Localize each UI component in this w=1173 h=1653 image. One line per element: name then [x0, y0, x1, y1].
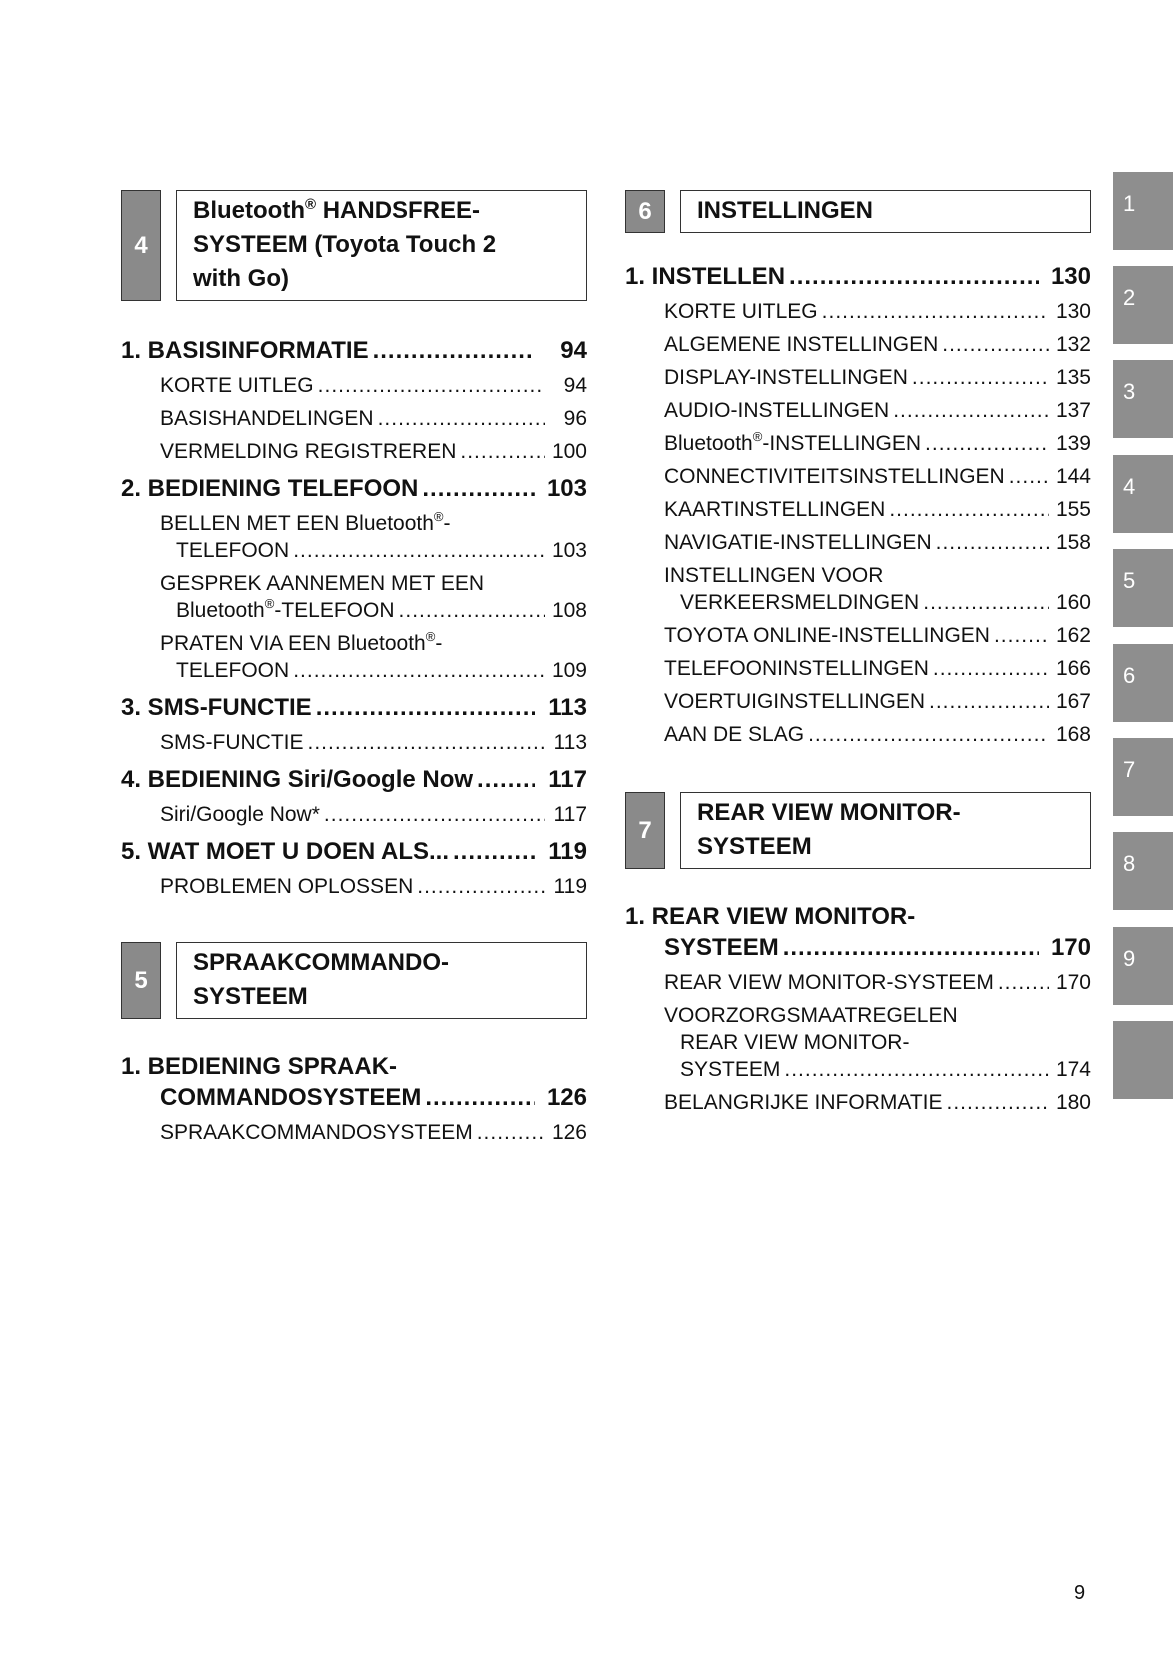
- toc-entry-line: VOORZORGSMAATREGELEN: [664, 1004, 958, 1027]
- chapter-tab-blank[interactable]: [1113, 1021, 1173, 1099]
- toc-entry[interactable]: KORTE UITLEG ..... 130: [664, 298, 1091, 325]
- toc-section-heading[interactable]: 4. BEDIENING Siri/Google Now ..... 117: [121, 764, 587, 795]
- toc-entry[interactable]: BASISHANDELINGEN ..... 96: [160, 405, 587, 432]
- chapter-title: INSTELLINGEN: [680, 190, 1091, 233]
- toc-entry[interactable]: KAARTINSTELLINGEN ..... 155: [664, 496, 1091, 523]
- toc-entry[interactable]: Bluetooth®-INSTELLINGEN ..... 139: [664, 430, 1091, 457]
- toc-entry[interactable]: VERMELDING REGISTREREN ..... 100: [160, 438, 587, 465]
- toc-section-heading[interactable]: 1. BASISINFORMATIE ..... 94: [121, 335, 587, 366]
- chapter-6-header: [625, 190, 1091, 233]
- toc-section-heading[interactable]: 3. SMS-FUNCTIE ..... 113: [121, 692, 587, 723]
- toc-entry[interactable]: NAVIGATIE-INSTELLINGEN ..... 158: [664, 529, 1091, 556]
- right-column: [625, 190, 1091, 1124]
- toc-entry[interactable]: INSTELLINGEN VOOR VERKEERSMELDINGEN ..... 160: [664, 562, 1091, 616]
- chapter-tab-2[interactable]: 2: [1113, 266, 1173, 344]
- toc-section-heading[interactable]: 1. REAR VIEW MONITOR- SYSTEEM ..... 170: [625, 901, 1091, 963]
- toc-entry[interactable]: PROBLEMEN OPLOSSEN ..... 119: [160, 873, 587, 900]
- toc-entry[interactable]: VOERTUIGINSTELLINGEN ..... 167: [664, 688, 1091, 715]
- toc-entry[interactable]: PRATEN VIA EEN Bluetooth®- TELEFOON ..... 109: [160, 630, 587, 684]
- chapter-title: SPRAAKCOMMANDO- SYSTEEM: [176, 942, 587, 1019]
- chapter-tab-6[interactable]: 6: [1113, 644, 1173, 722]
- toc-section: [121, 1051, 587, 1146]
- toc-entry-line: BELLEN MET EEN Bluetooth®-: [160, 509, 451, 535]
- toc-section-heading[interactable]: 1. INSTELLEN ..... 130: [625, 261, 1091, 292]
- toc-entry[interactable]: AAN DE SLAG ..... 168: [664, 721, 1091, 748]
- toc-section-heading[interactable]: 1. BEDIENING SPRAAK- COMMANDOSYSTEEM ..... 126: [121, 1051, 587, 1113]
- toc-section: [625, 901, 1091, 1116]
- title-hyphen-tail: HANDSFREE-: [316, 197, 481, 224]
- chapter-tab-8[interactable]: 8: [1113, 832, 1173, 910]
- toc-entry[interactable]: Siri/Google Now* ..... 117: [160, 801, 587, 828]
- registered-mark: ®: [304, 196, 317, 213]
- toc-entry[interactable]: TELEFOONINSTELLINGEN ..... 166: [664, 655, 1091, 682]
- toc-entry[interactable]: SMS-FUNCTIE ..... 113: [160, 729, 587, 756]
- toc-entry[interactable]: AUDIO-INSTELLINGEN ..... 137: [664, 397, 1091, 424]
- toc-entry[interactable]: TOYOTA ONLINE-INSTELLINGEN ..... 162: [664, 622, 1091, 649]
- chapter-tab-5[interactable]: 5: [1113, 549, 1173, 627]
- chapter-5-header: [121, 942, 587, 1019]
- chapter-tab-7[interactable]: 7: [1113, 738, 1173, 816]
- toc-section-heading[interactable]: 5. WAT MOET U DOEN ALS... ..... 119: [121, 836, 587, 867]
- chapter-tab-3[interactable]: 3: [1113, 360, 1173, 438]
- toc-entry[interactable]: BELLEN MET EEN Bluetooth®- TELEFOON ..... 103: [160, 510, 587, 564]
- toc-entry-line: PRATEN VIA EEN Bluetooth®-: [160, 629, 443, 655]
- toc-entry[interactable]: SPRAAKCOMMANDOSYSTEEM ..... 126: [160, 1119, 587, 1146]
- toc-section: [121, 335, 587, 465]
- chapter-tab-9[interactable]: 9: [1113, 927, 1173, 1005]
- toc-entry-line: REAR VIEW MONITOR-: [680, 1031, 910, 1054]
- left-column: [121, 190, 587, 1154]
- toc-entry[interactable]: REAR VIEW MONITOR-SYSTEEM ..... 170: [664, 969, 1091, 996]
- toc-section: [121, 692, 587, 756]
- toc-section: [625, 261, 1091, 748]
- chapter-title: Bluetooth® HANDSFREE- SYSTEEM (Toyota Touch 2 with Go): [176, 190, 587, 301]
- chapter-number-badge: 7: [625, 792, 665, 869]
- toc-entry[interactable]: GESPREK AANNEMEN MET EEN Bluetooth®-TELEFOON ..... 108: [160, 570, 587, 624]
- chapter-4-header: [121, 190, 587, 301]
- chapter-number-badge: 5: [121, 942, 161, 1019]
- toc-section: [121, 836, 587, 900]
- toc-entry[interactable]: BELANGRIJKE INFORMATIE ..... 180: [664, 1089, 1091, 1116]
- chapter-number-badge: 6: [625, 190, 665, 233]
- toc-section: [121, 473, 587, 684]
- chapter-number-badge: 4: [121, 190, 161, 301]
- toc-section: [121, 764, 587, 828]
- toc-entry[interactable]: DISPLAY-INSTELLINGEN ..... 135: [664, 364, 1091, 391]
- toc-entry[interactable]: KORTE UITLEG ..... 94: [160, 372, 587, 399]
- page-number: 9: [1074, 1582, 1086, 1604]
- toc-entry-line: INSTELLINGEN VOOR: [664, 564, 884, 587]
- chapter-tab-1[interactable]: 1: [1113, 172, 1173, 250]
- toc-entry[interactable]: CONNECTIVITEITSINSTELLINGEN ..... 144: [664, 463, 1091, 490]
- toc-entry-line: GESPREK AANNEMEN MET EEN: [160, 572, 485, 595]
- chapter-tab-4[interactable]: 4: [1113, 455, 1173, 533]
- toc-entry[interactable]: VOORZORGSMAATREGELEN REAR VIEW MONITOR- SYSTEEM ..... 174: [664, 1002, 1091, 1083]
- chapter-title: REAR VIEW MONITOR- SYSTEEM: [680, 792, 1091, 869]
- toc-entry[interactable]: ALGEMENE INSTELLINGEN ..... 132: [664, 331, 1091, 358]
- toc-section-heading[interactable]: 2. BEDIENING TELEFOON ..... 103: [121, 473, 587, 504]
- chapter-7-header: [625, 792, 1091, 869]
